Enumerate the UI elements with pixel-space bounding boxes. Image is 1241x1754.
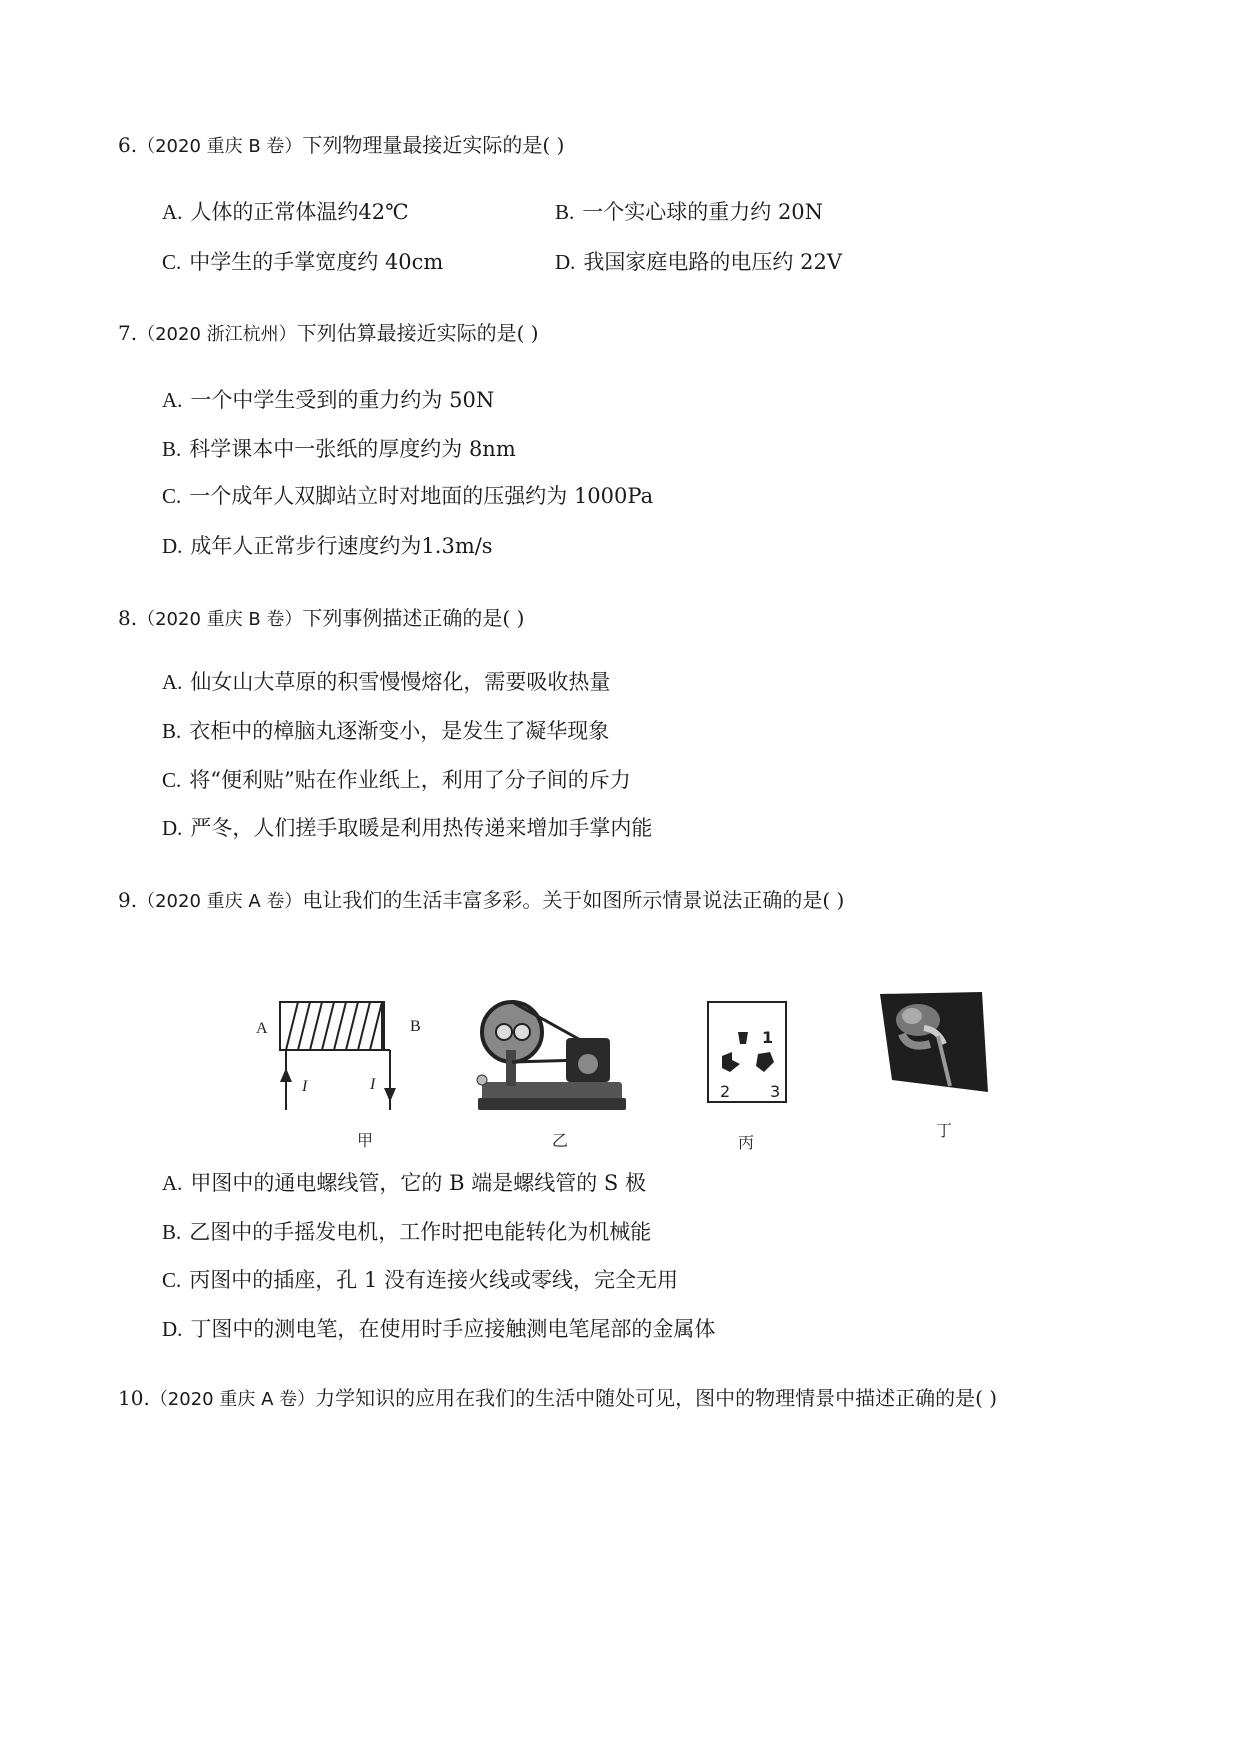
panel-jia: [242, 990, 432, 1155]
question-text: 电让我们的生活丰富多彩。关于如图所示情景说法正确的是( ): [302, 888, 845, 912]
option-a[interactable]: A. 人体的正常体温约42℃: [162, 200, 409, 224]
option-a[interactable]: A. 仙女山大草原的积雪慢慢熔化，需要吸收热量: [162, 670, 611, 694]
question-text: 下列事例描述正确的是( ): [302, 606, 525, 630]
option-b[interactable]: B. 科学课本中一张纸的厚度约为 8nm: [162, 437, 516, 461]
socket-hole-1: 1: [762, 1028, 774, 1047]
question-number: 8.: [118, 606, 138, 630]
option-d[interactable]: D. 严冬，人们搓手取暖是利用热传递来增加手掌内能: [162, 816, 653, 840]
option-b[interactable]: B. 乙图中的手摇发电机，工作时把电能转化为机械能: [162, 1220, 652, 1244]
question-text: 下列估算最接近实际的是( ): [296, 321, 539, 345]
question-source: （2020 浙江杭州）: [137, 324, 297, 345]
question-source: （2020 重庆 A 卷）: [137, 891, 303, 912]
socket-diagram: [700, 990, 820, 1130]
panel-label-yi: 乙: [552, 1131, 569, 1150]
generator-photo: [474, 990, 629, 1130]
option-a[interactable]: A. 一个中学生受到的重力约为 50N: [162, 388, 495, 412]
question-text: 力学知识的应用在我们的生活中随处可见，图中的物理情景中描述正确的是( ): [315, 1386, 998, 1410]
option-b[interactable]: B. 衣柜中的樟脑丸逐渐变小，是发生了凝华现象: [162, 719, 610, 743]
question-9-stem: [118, 887, 844, 915]
solenoid-diagram: [242, 990, 432, 1130]
option-c[interactable]: C. 中学生的手掌宽度约 40cm: [162, 250, 444, 274]
solenoid-end-a: A: [256, 1020, 268, 1037]
panel-label-bing: 丙: [738, 1133, 755, 1152]
question-number: 10.: [118, 1386, 150, 1410]
option-d[interactable]: D. 成年人正常步行速度约为1.3m/s: [162, 534, 493, 558]
question-number: 9.: [118, 888, 138, 912]
option-d[interactable]: D. 我国家庭电路的电压约 22V: [555, 250, 842, 274]
option-b[interactable]: B. 一个实心球的重力约 20N: [555, 200, 824, 224]
question-10-stem: [118, 1385, 997, 1413]
question-source: （2020 重庆 B 卷）: [137, 136, 303, 157]
option-d[interactable]: D. 丁图中的测电笔，在使用时手应接触测电笔尾部的金属体: [162, 1317, 716, 1341]
panel-label-ding: 丁: [936, 1121, 953, 1140]
option-c[interactable]: C. 一个成年人双脚站立时对地面的压强约为 1000Pa: [162, 484, 654, 508]
question-source: （2020 重庆 A 卷）: [149, 1389, 316, 1410]
socket-hole-2: 2: [720, 1082, 731, 1101]
current-label-right: I: [370, 1076, 376, 1093]
question-text: 下列物理量最接近实际的是( ): [302, 133, 565, 157]
socket-hole-3: 3: [770, 1082, 781, 1101]
question-source: （2020 重庆 B 卷）: [137, 609, 303, 630]
option-a[interactable]: A. 甲图中的通电螺线管，它的 B 端是螺线管的 S 极: [162, 1171, 646, 1195]
panel-bing: [700, 990, 820, 1155]
panel-yi: [474, 990, 629, 1155]
current-label-left: I: [302, 1078, 308, 1095]
solenoid-end-b: B: [410, 1018, 421, 1035]
panel-ding: [878, 990, 992, 1155]
question-7-stem: [118, 320, 539, 348]
question-number: 7.: [118, 321, 138, 345]
question-number: 6.: [118, 133, 138, 157]
option-c[interactable]: C. 将“便利贴”贴在作业纸上，利用了分子间的斥力: [162, 768, 631, 792]
test-pen-photo: [878, 990, 992, 1130]
option-c[interactable]: C. 丙图中的插座，孔 1 没有连接火线或零线，完全无用: [162, 1268, 678, 1292]
panel-label-jia: 甲: [357, 1131, 374, 1150]
question-8-stem: [118, 605, 524, 633]
question-6-stem: [118, 132, 564, 160]
figure-strip: [242, 990, 992, 1155]
